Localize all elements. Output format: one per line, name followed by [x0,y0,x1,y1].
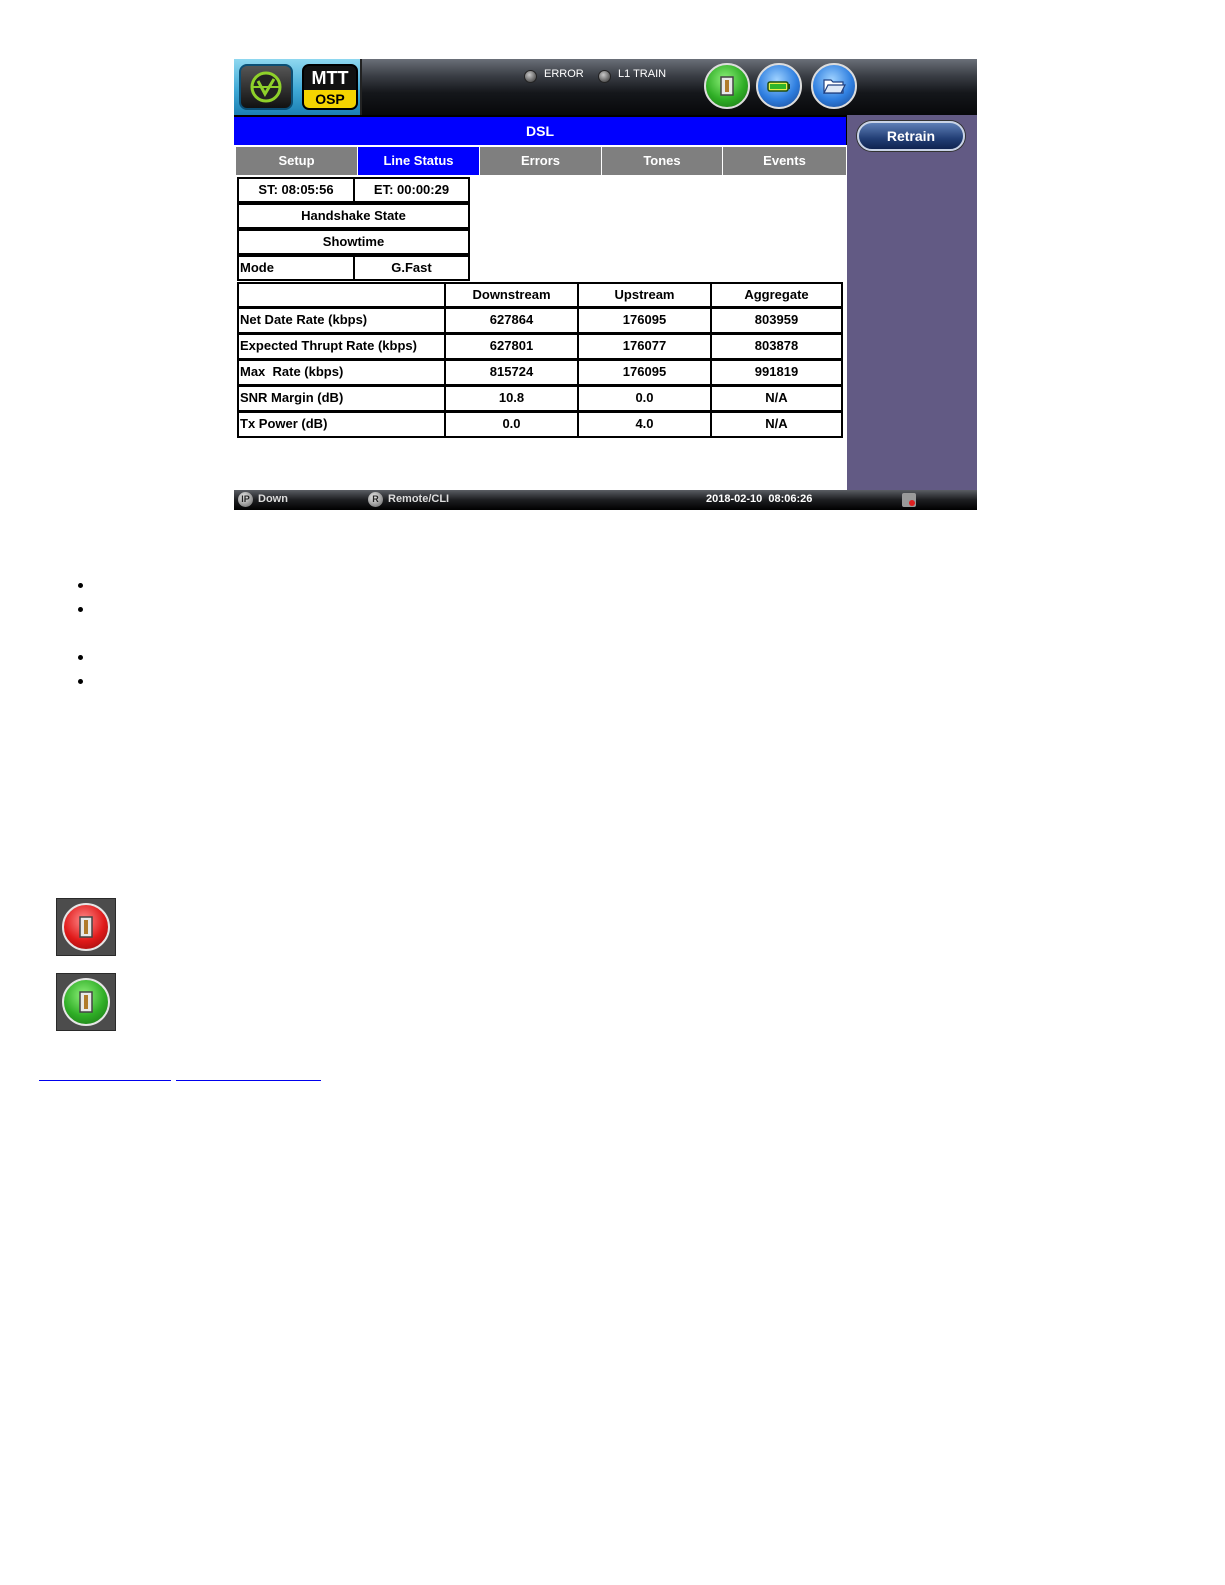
ip-status-icon: IP [238,492,253,507]
ip-status-text: Down [258,493,288,505]
row-label: Tx Power (dB) [237,411,446,438]
aggregate-value: 991819 [710,359,843,386]
bullet-icon [78,655,83,660]
table-header-cell: Aggregate [710,282,843,308]
aggregate-value: 803959 [710,307,843,334]
upstream-value: 176077 [577,333,712,360]
l1-train-led-label: L1 TRAIN [618,68,667,80]
tab-errors[interactable]: Errors [480,147,602,175]
upstream-value: 176095 [577,307,712,334]
downstream-value: 815724 [444,359,579,386]
handshake-state-value: Showtime [237,229,470,255]
logo-area [234,59,362,115]
datetime: 2018-02-10 08:06:26 [706,493,813,505]
folder-icon[interactable] [811,63,857,109]
aggregate-value: N/A [710,411,843,438]
mtt-logo-text: MTT [311,68,349,88]
mode-label: Mode [237,255,355,281]
door-green-icon[interactable] [704,63,750,109]
bullet-icon [78,583,83,588]
battery-icon[interactable] [756,63,802,109]
table-header-cell: Upstream [577,282,712,308]
table-header-cell: Downstream [444,282,579,308]
tab-setup[interactable]: Setup [236,147,358,175]
aggregate-value: 803878 [710,333,843,360]
alert-dot-icon [909,500,915,506]
device-screen [234,59,977,510]
l1-train-led-icon [598,70,611,83]
aggregate-value: N/A [710,385,843,412]
downstream-value: 627864 [444,307,579,334]
row-label: Max Rate (kbps) [237,359,446,386]
door-red-icon [56,898,116,956]
nav-link-previous[interactable] [39,1076,171,1081]
remote-icon: R [368,492,383,507]
row-label: Expected Thrupt Rate (kbps) [237,333,446,360]
upstream-value: 0.0 [577,385,712,412]
error-led-label: ERROR [544,68,584,80]
mtt-osp-logo[interactable] [302,64,358,110]
row-label: Net Date Rate (kbps) [237,307,446,334]
nav-link-next[interactable] [176,1076,321,1081]
home-logo-icon[interactable] [239,64,293,110]
main-content [234,145,847,490]
bullet-icon [78,607,83,612]
tab-bar [236,147,846,175]
downstream-value: 10.8 [444,385,579,412]
top-bar [234,59,977,115]
elapsed-time: ET: 00:00:29 [353,177,470,203]
tab-tones[interactable]: Tones [602,147,723,175]
tab-line-status[interactable]: Line Status [358,147,480,175]
downstream-value: 627801 [444,333,579,360]
status-bar [234,490,977,510]
retrain-button[interactable]: Retrain [857,121,965,151]
side-panel [847,115,977,490]
start-time: ST: 08:05:56 [237,177,355,203]
door-green-icon [56,973,116,1031]
error-led-icon [524,70,537,83]
osp-logo-text: OSP [304,90,356,108]
mode-value: G.Fast [353,255,470,281]
printer-icon[interactable] [902,493,916,507]
upstream-value: 176095 [577,359,712,386]
downstream-value: 0.0 [444,411,579,438]
page-title: DSL [234,117,846,145]
bullet-icon [78,679,83,684]
table-header-cell [237,282,446,308]
row-label: SNR Margin (dB) [237,385,446,412]
upstream-value: 4.0 [577,411,712,438]
tab-events[interactable]: Events [723,147,846,175]
remote-cli-text[interactable]: Remote/CLI [388,493,450,505]
handshake-state-label: Handshake State [237,203,470,229]
